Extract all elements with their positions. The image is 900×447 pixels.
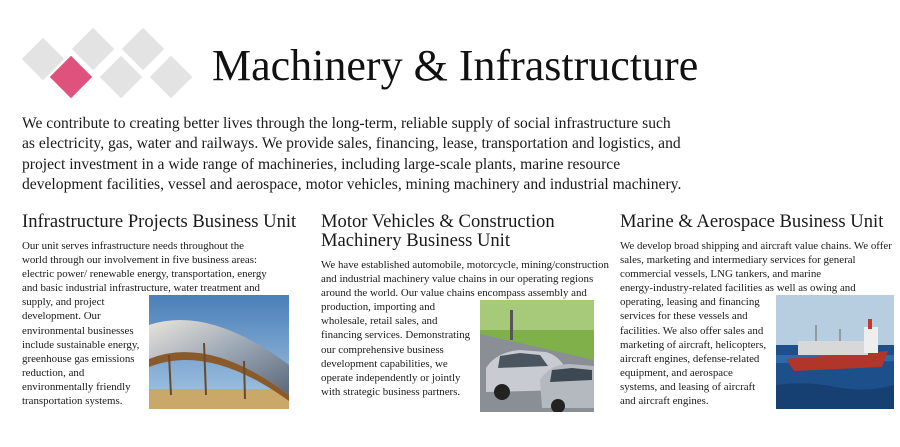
section-body-wrap	[321, 300, 470, 412]
section-heading	[22, 211, 297, 232]
section-body-wrap	[22, 295, 139, 409]
section-heading-line: Machinery Business Unit	[321, 230, 511, 251]
body-line: We develop broad shipping and aircraft value chains. We offer	[620, 240, 892, 252]
body-line: and aircraft engines.	[620, 395, 709, 408]
cars-photo-icon	[480, 300, 594, 412]
body-line: include sustainable energy,	[22, 338, 140, 351]
body-line: transportation systems.	[22, 395, 123, 408]
body-line: reduction, and	[22, 366, 85, 379]
body-line: marketing of aircraft, helicopters,	[620, 338, 767, 351]
body-line: commercial vessels, LNG tankers, and marine	[620, 268, 822, 281]
body-line: wholesale, retail sales, and	[321, 315, 438, 328]
intro-paragraph	[22, 114, 682, 196]
body-line: systems, and leasing of aircraft	[620, 380, 756, 393]
body-line: around the world. Our value chains encompass assembly and	[321, 287, 587, 300]
logo-tiles	[22, 28, 192, 98]
body-line: our comprehensive business	[321, 343, 444, 356]
section-body-wrap	[620, 295, 766, 409]
body-line: environmentally friendly	[22, 380, 131, 393]
section-body-top	[620, 239, 892, 295]
section-heading	[321, 212, 591, 250]
intro-line: We contribute to creating better lives through the long-term, reliable supply of social infrastructure such	[22, 115, 671, 132]
diamond-logo-icon	[22, 28, 202, 108]
body-line: sales, marketing and intermediary services for general	[620, 254, 856, 267]
body-line: We have established automobile, motorcycle, mining/construction	[321, 259, 609, 271]
body-line: aircraft engines, defense-related	[620, 352, 760, 365]
solar-mirror-photo-icon	[149, 295, 289, 409]
section-heading-line: Marine & Aerospace Business Unit	[620, 211, 884, 232]
body-line: equipment, and aerospace	[620, 366, 733, 379]
marine-aerospace-unit-section	[620, 211, 892, 409]
page-title: Machinery & Infrastructure	[212, 41, 699, 90]
intro-line: project investment in a wide range of machineries, including large-scale plants, marine resource	[22, 155, 621, 173]
infrastructure-unit-section	[22, 211, 297, 409]
ship-photo-icon	[776, 295, 894, 409]
section-heading-line: Infrastructure Projects Business Unit	[22, 211, 297, 232]
section-heading	[620, 212, 888, 231]
body-line: operating, leasing and financing	[620, 296, 760, 309]
section-body-top	[22, 239, 292, 295]
body-line: and basic industrial infrastructure, water treatment and	[22, 282, 260, 295]
body-line: greenhouse gas emissions	[22, 352, 135, 365]
section-heading-line: Motor Vehicles & Construction	[321, 211, 555, 232]
intro-line: as electricity, gas, water and railways. We provide sales, financing, lease, transportation and logistics, and	[22, 135, 681, 153]
body-line: and industrial machinery value chains in our operating regions	[321, 273, 594, 286]
body-line: services for these vessels and	[620, 310, 748, 323]
body-line: operate independently or jointly	[321, 371, 461, 384]
logo-tile	[150, 56, 192, 98]
body-line: Our unit serves infrastructure needs throughout the	[22, 240, 244, 252]
motor-vehicles-unit-section	[321, 211, 609, 412]
body-line: with strategic business partners.	[321, 385, 461, 398]
section-body-top	[321, 258, 609, 300]
body-line: electric power/ renewable energy, transportation, energy	[22, 268, 267, 281]
body-line: world through our involvement in five business areas:	[22, 254, 258, 267]
body-line: production, importing and	[321, 301, 436, 314]
body-line: energy-industry-related facilities as well as owing and	[620, 282, 856, 295]
intro-line: development facilities, vessel and aerospace, motor vehicles, mining machinery and industrial machinery.	[22, 176, 682, 194]
body-line: environmental businesses	[22, 324, 134, 337]
body-line: development capabilities, we	[321, 357, 448, 370]
body-line: facilities. We also offer sales and	[620, 324, 764, 337]
body-line: supply, and project	[22, 296, 105, 309]
body-line: financing services. Demonstrating	[321, 329, 471, 342]
body-line: development. Our	[22, 310, 101, 323]
